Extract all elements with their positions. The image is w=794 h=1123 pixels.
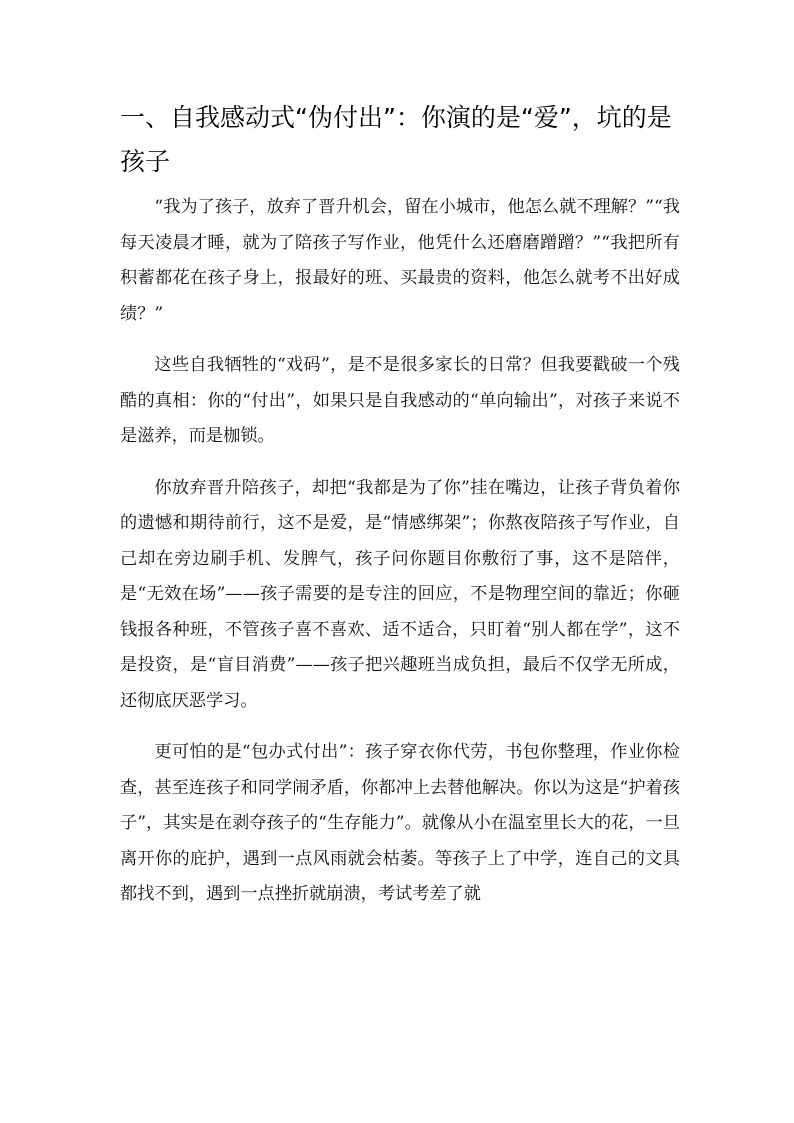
paragraph-3: 你放弃晋升陪孩子，却把“我都是为了你”挂在嘴边，让孩子背负着你的遗憾和期待前行，这不是爱，是“情感绑架”；你熬夜陪孩子写作业，自己却在旁边刷手机、发脾气，孩子问你题目你敷衍了事，这不是陪伴，是“无效在场”——孩子需要的是专注的回应，不是物理空间的靠近；你砸钱报各种班，不管孩子喜不喜欢、适不适合，只盯着“别人都在学”，这不是投资，是“盲目消费”——孩子把兴趣班当成负担，最后不仅学无所成，还彻底厌恶学习。 <box>120 477 680 711</box>
section-heading: 一、自我感动式“伪付出”：你演的是“爱”，坑的是孩子 <box>120 103 672 176</box>
document-body <box>120 190 680 929</box>
paragraph-1: “我为了孩子，放弃了晋升机会，留在小城市，他怎么就不理解？”“我每天凌晨才睡，就为了陪孩子写作业，他凭什么还磨磨蹭蹭？”“我把所有积蓄都花在孩子身上，报最好的班、买最贵的资料，他怎么就考不出好成绩？” <box>120 197 680 324</box>
paragraph-2: 这些自我牺牲的“戏码”，是不是很多家长的日常？但我要戳破一个残酷的真相：你的“付出”，如果只是自我感动的“单向输出”，对孩子来说不是滋养，而是枷锁。 <box>120 355 680 446</box>
paragraph-4: 更可怕的是“包办式付出”：孩子穿衣你代劳，书包你整理，作业你检查，甚至连孩子和同学闹矛盾，你都冲上去替他解决。你以为这是“护着孩子”，其实是在剥夺孩子的“生存能力”。就像从小在温室里长大的花，一旦离开你的庇护，遇到一点风雨就会枯萎。等孩子上了中学，连自己的文具都找不到，遇到一点挫折就崩溃，考试考差了就 <box>120 742 680 904</box>
